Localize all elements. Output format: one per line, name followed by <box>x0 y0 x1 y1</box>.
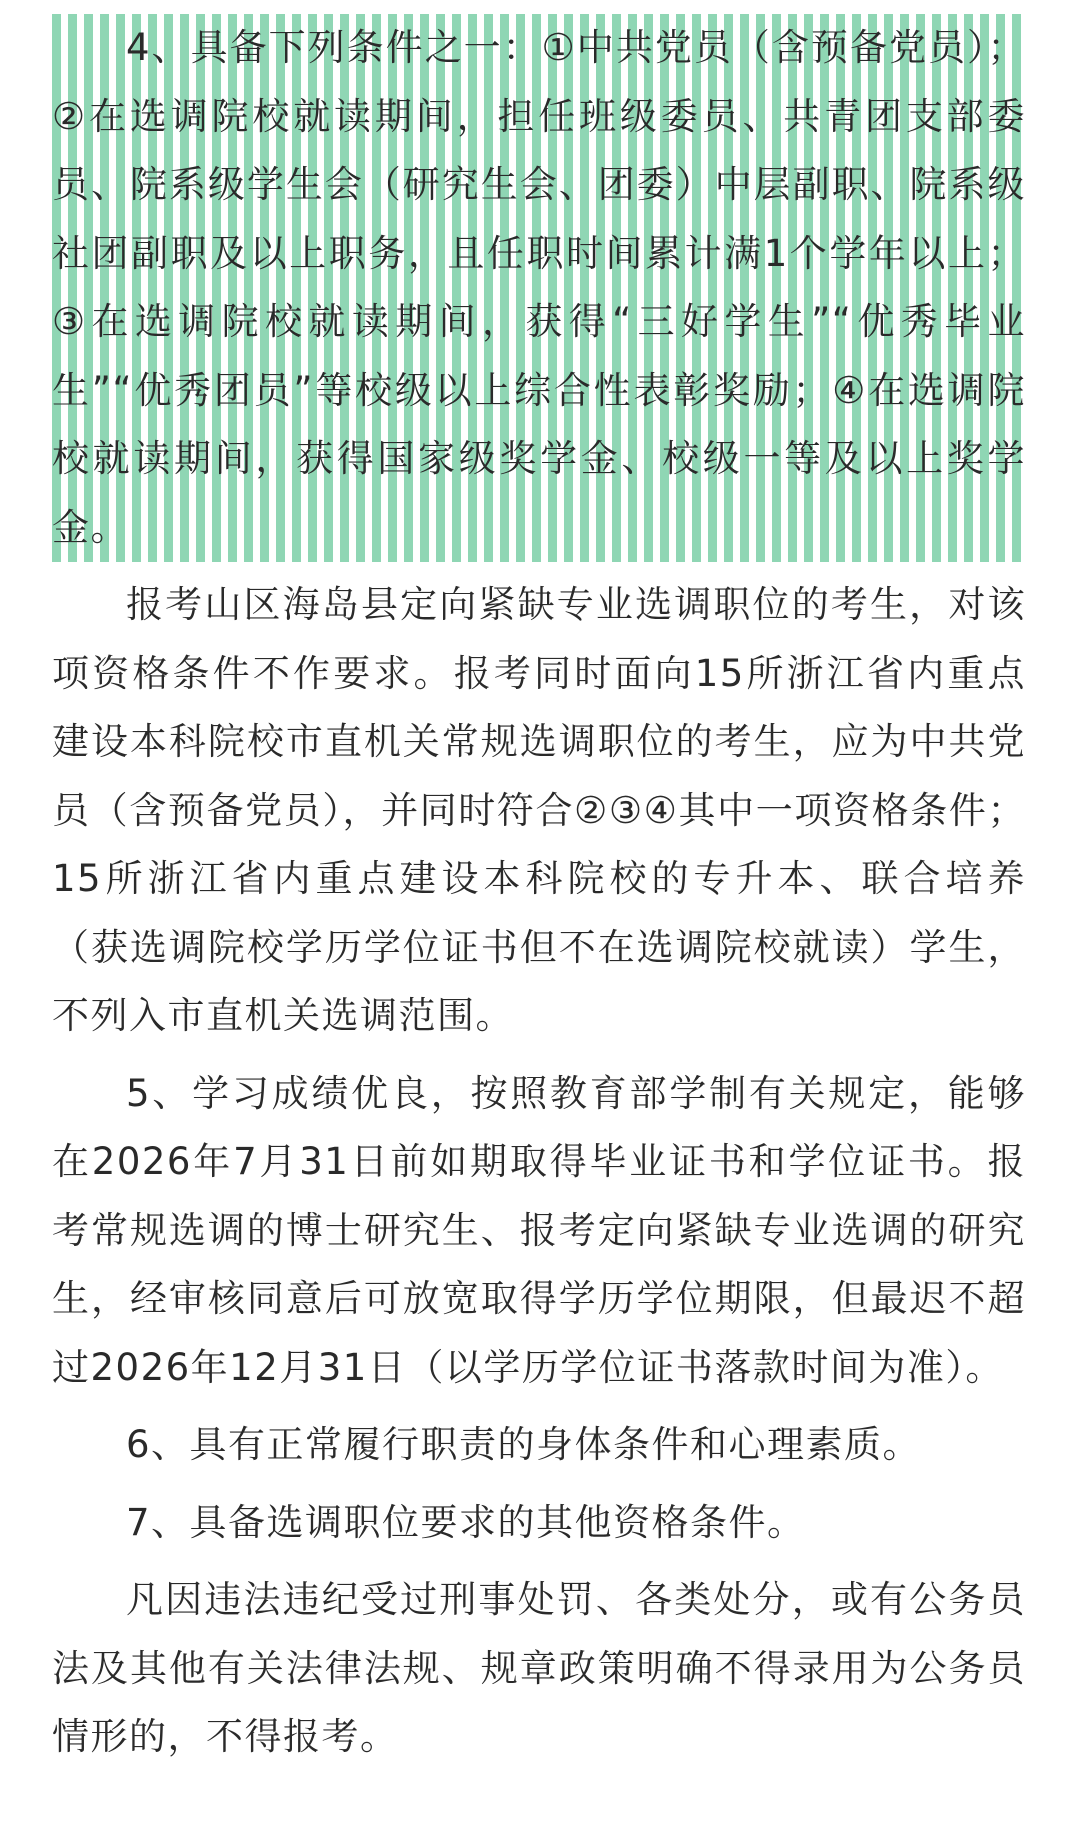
paragraph-condition-4: 4、具备下列条件之一：①中共党员（含预备党员）；②在选调院校就读期间，担任班级委员、共青团支部委员、院系级学生会（研究生会、团委）中层副职、院系级社团副职及以上职务，且任职时间累计满1个学年以上；③在选调院校就读期间，获得“三好学生”“优秀毕业生”“优秀团员”等校级以上综合性表彰奖励；④在选调院校就读期间，获得国家级奖学金、校级一等及以上奖学金。 <box>52 14 1026 562</box>
paragraph-condition-7: 7、具备选调职位要求的其他资格条件。 <box>126 1500 806 1544</box>
paragraph-disqualification-note: 凡因违法违纪受过刑事处罚、各类处分，或有公务员法及其他有关法律法规、规章政策明确不得录用为公务员情形的，不得报考。 <box>52 1578 1026 1758</box>
paragraph-remote-area-note: 报考山区海岛县定向紧缺专业选调职位的考生，对该项资格条件不作要求。报考同时面向15所浙江省内重点建设本科院校市直机关常规选调职位的考生，应为中共党员（含预备党员），并同时符合②③④其中一项资格条件；15所浙江省内重点建设本科院校的专升本、联合培养（获选调院校学历学位证书但不在选调院校就读）学生，不列入市直机关选调范围。 <box>52 583 1026 1037</box>
paragraph-condition-5: 5、学习成绩优良，按照教育部学制有关规定，能够在2026年7月31日前如期取得毕业证书和学位证书。报考常规选调的博士研究生、报考定向紧缺专业选调的研究生，经审核同意后可放宽取得学历学位期限，但最迟不超过2026年12月31日（以学历学位证书落款时间为准）。 <box>52 1071 1026 1389</box>
paragraph-condition-6: 6、具有正常履行职责的身体条件和心理素质。 <box>126 1423 922 1466</box>
